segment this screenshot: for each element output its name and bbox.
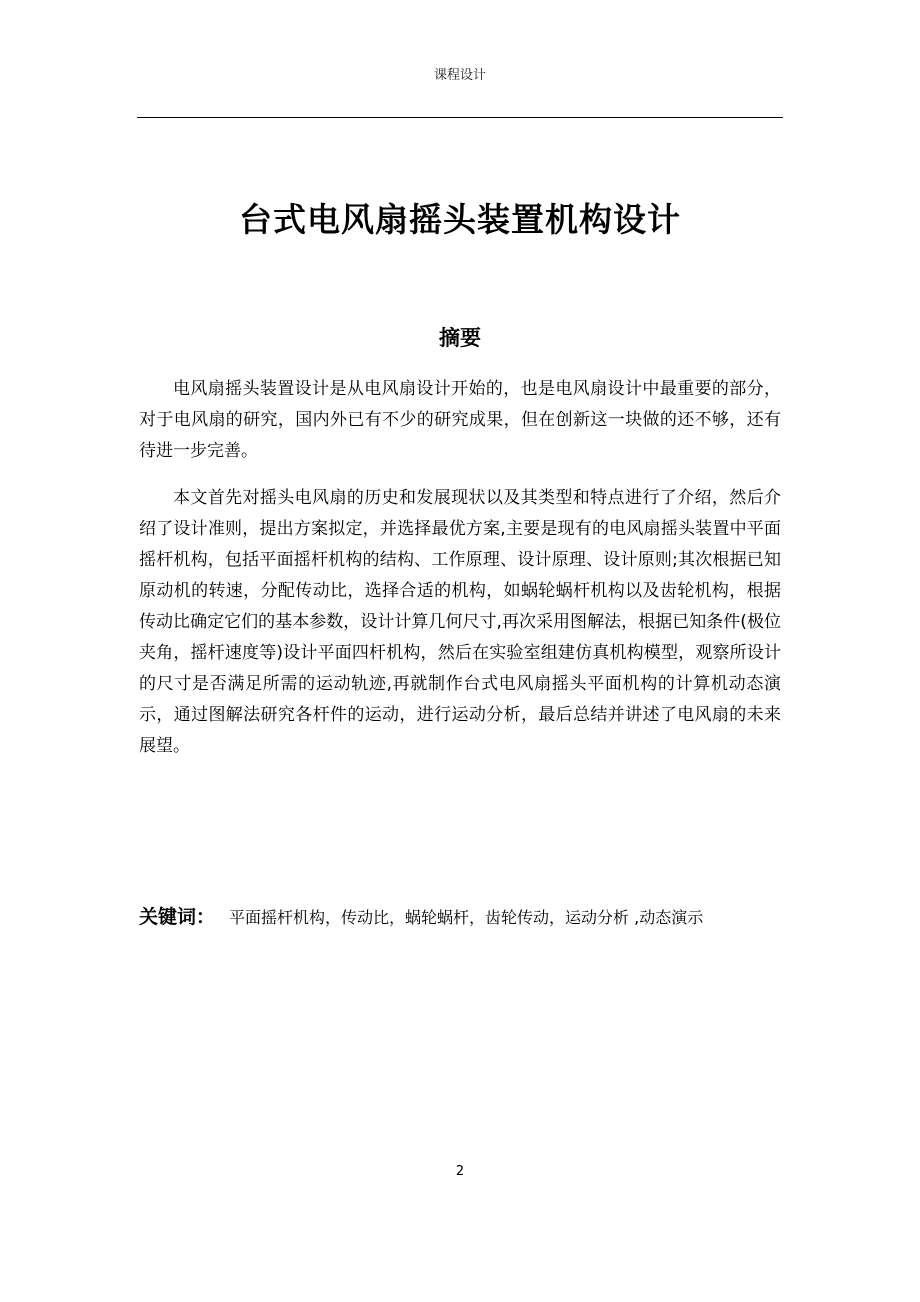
abstract-body (139, 374, 781, 778)
keywords-label: 关键词： (139, 906, 216, 928)
abstract-heading: 摘要 (439, 326, 481, 350)
abstract-paragraph-1: 电风扇摇头装置设计是从电风扇设计开始的，也是电风扇设计中最重要的部分，对于电风扇的研究，国内外已有不少的研究成果，但在创新这一块做的还不够，还有待进一步完善。 (139, 379, 781, 461)
keywords-line (139, 902, 799, 929)
running-header: 课程设计 (433, 68, 486, 83)
document-title: 台式电风扇摇头装置机构设计 (239, 200, 681, 239)
page-number: 2 (455, 1164, 465, 1179)
abstract-paragraph-2: 本文首先对摇头电风扇的历史和发展现状以及其类型和特点进行了介绍，然后介绍了设计准则，提出方案拟定，并选择最优方案,主要是现有的电风扇摇头装置中平面摇杆机构，包括平面摇杆机构的结构、工作原理、设计原理、设计原则;其次根据已知原动机的转速，分配传动比，选择合适的机构，如蜗轮蜗杆机构以及齿轮机构，根据传动比确定它们的基本参数，设计计算几何尺寸,再次采用图解法，根据已知条件(极位夹角，摇杆速度等)设计平面四杆机构，然后在实验室组建仿真机构模型，观察所设计的尺寸是否满足所需的运动轨迹,再就制作台式电风扇摇头平面机构的计算机动态演示，通过图解法研究各杆件的运动，进行运动分析，最后总结并讲述了电风扇的未来展望。 (139, 488, 781, 756)
header-rule (137, 117, 783, 118)
keywords-text: 平面摇杆机构，传动比，蜗轮蜗杆，齿轮传动，运动分析 ,动态演示 (229, 908, 704, 927)
